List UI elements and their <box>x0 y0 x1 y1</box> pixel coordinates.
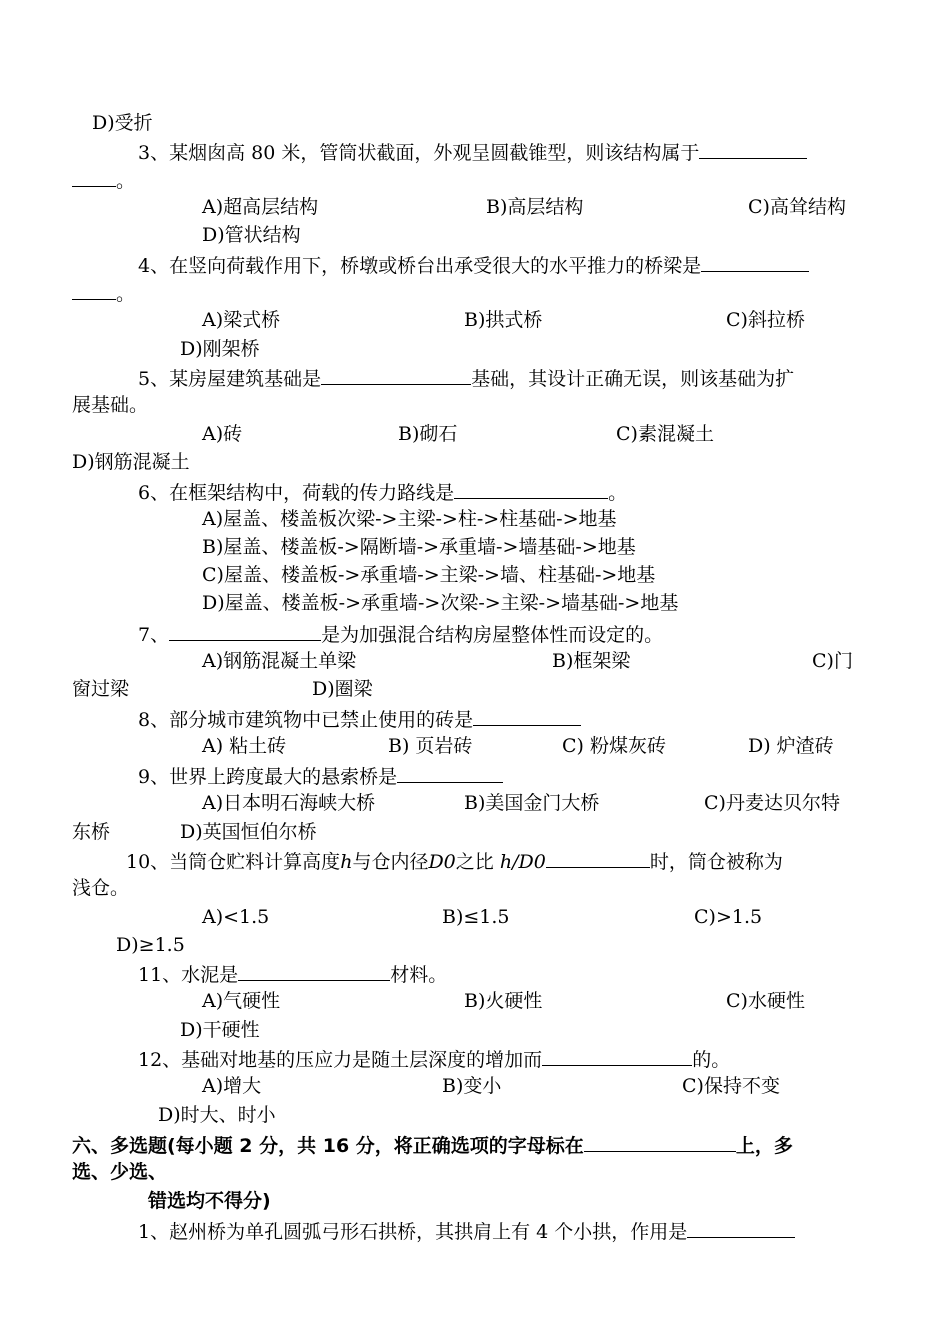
q11-option-d: D)干硬性 <box>180 1019 260 1041</box>
q6-answer-blank[interactable] <box>454 478 608 499</box>
section6-heading-cont: 选、少选、 <box>72 1161 168 1183</box>
q5-option-a: A)砖 <box>202 423 243 445</box>
q7-option-c: C)门 <box>812 650 853 672</box>
section6-answer-blank[interactable] <box>584 1131 736 1152</box>
q11-stem: 11、水泥是 材料。 <box>138 960 447 988</box>
q5-option-b: B)砌石 <box>398 423 458 445</box>
q10-option-b: B)≤1.5 <box>442 906 510 928</box>
q8-option-b: B) 页岩砖 <box>388 735 473 757</box>
q10-option-a: A)<1.5 <box>202 906 270 928</box>
q7-option-d: D)圈梁 <box>312 678 373 700</box>
q8-option-a: A) 粘土砖 <box>202 735 287 757</box>
q2-option-d: D)受折 <box>92 112 153 134</box>
q11-option-c: C)水硬性 <box>726 990 805 1012</box>
q8-answer-blank[interactable] <box>473 705 581 726</box>
q6-stem: 6、在框架结构中，荷载的传力路线是 。 <box>138 478 627 506</box>
q8-option-d: D) 炉渣砖 <box>748 735 834 757</box>
q8-option-c: C) 粉煤灰砖 <box>562 735 666 757</box>
q4-option-d: D)刚架桥 <box>180 338 260 360</box>
q4-option-b: B)拱式桥 <box>464 309 543 331</box>
q7-option-b: B)框架梁 <box>552 650 631 672</box>
q4-answer-blank[interactable] <box>701 251 809 272</box>
q6-option-a: A)屋盖、楼盖板次梁->主梁->柱->柱基础->地基 <box>202 508 617 530</box>
q12-option-b: B)变小 <box>442 1075 502 1097</box>
q3-answer-blank-cont[interactable] <box>72 166 116 187</box>
q9-option-a: A)日本明石海峡大桥 <box>202 792 376 814</box>
q12-answer-blank[interactable] <box>542 1045 692 1066</box>
q4-answer-blank-cont[interactable] <box>72 279 116 300</box>
q4-option-a: A)梁式桥 <box>202 309 281 331</box>
q10-option-c: C)>1.5 <box>694 906 763 928</box>
q8-stem: 8、部分城市建筑物中已禁止使用的砖是 <box>138 705 581 733</box>
q9-stem: 9、世界上跨度最大的悬索桥是 <box>138 762 503 790</box>
q6-option-d: D)屋盖、楼盖板->承重墙->次梁->主梁->墙基础->地基 <box>202 592 679 614</box>
q3-option-d: D)管状结构 <box>202 224 301 246</box>
q10-answer-blank[interactable] <box>546 847 650 868</box>
q7-option-c-cont: 窗过梁 <box>72 678 130 700</box>
q11-option-b: B)火硬性 <box>464 990 543 1012</box>
q5-answer-blank[interactable] <box>321 364 471 385</box>
q10-stem-cont: 浅仓。 <box>72 877 130 899</box>
m1-answer-blank[interactable] <box>687 1217 795 1238</box>
q12-option-c: C)保持不变 <box>682 1075 780 1097</box>
section6-heading: 六、多选题(每小题 2 分，共 16 分，将正确选项的字母标在 上，多 <box>72 1131 793 1159</box>
q9-option-b: B)美国金门大桥 <box>464 792 600 814</box>
q9-option-c: C)丹麦达贝尔特 <box>704 792 840 814</box>
q12-option-d: D)时大、时小 <box>158 1104 276 1126</box>
q4-option-c: C)斜拉桥 <box>726 309 805 331</box>
q7-stem: 7、 是为加强混合结构房屋整体性而设定的。 <box>138 620 663 648</box>
q3-option-a: A)超高层结构 <box>202 196 319 218</box>
q10-option-d: D)≥1.5 <box>116 934 185 956</box>
q4-stem: 4、在竖向荷载作用下，桥墩或桥台出承受很大的水平推力的桥梁是 <box>138 251 809 279</box>
q6-option-c: C)屋盖、楼盖板->承重墙->主梁->墙、柱基础->地基 <box>202 564 656 586</box>
q3-option-b: B)高层结构 <box>486 196 584 218</box>
q12-stem: 12、基础对地基的压应力是随土层深度的增加而 的。 <box>138 1045 730 1073</box>
q4-stem-end: 。 <box>72 279 135 307</box>
section6-heading-cont2: 错选均不得分) <box>148 1190 271 1212</box>
q5-option-c: C)素混凝土 <box>616 423 714 445</box>
q9-answer-blank[interactable] <box>397 762 503 783</box>
q11-option-a: A)气硬性 <box>202 990 281 1012</box>
q5-option-d: D)钢筋混凝土 <box>72 451 190 473</box>
q6-option-b: B)屋盖、楼盖板->隔断墙->承重墙->墙基础->地基 <box>202 536 636 558</box>
q7-option-a: A)钢筋混凝土单梁 <box>202 650 357 672</box>
q9-option-c-cont: 东桥 <box>72 821 111 843</box>
q3-stem-end: 。 <box>72 166 135 194</box>
q3-option-c: C)高耸结构 <box>748 196 846 218</box>
q5-stem-cont: 展基础。 <box>72 394 149 416</box>
q10-stem: 10、当筒仓贮料计算高度h与仓内径D0之比 h/D0 时，筒仓被称为 <box>126 847 783 875</box>
m1-stem: 1、赵州桥为单孔圆弧弓形石拱桥，其拱肩上有 4 个小拱，作用是 <box>138 1217 795 1245</box>
q9-option-d: D)英国恒伯尔桥 <box>180 821 317 843</box>
q3-answer-blank[interactable] <box>699 138 807 159</box>
q3-stem: 3、某烟囱高 80 米，管筒状截面，外观呈圆截锥型，则该结构属于 <box>138 138 807 166</box>
q11-answer-blank[interactable] <box>238 960 390 981</box>
q5-stem: 5、某房屋建筑基础是 基础，其设计正确无误，则该基础为扩 <box>138 364 794 392</box>
q12-option-a: A)增大 <box>202 1075 262 1097</box>
q7-answer-blank[interactable] <box>169 620 321 641</box>
